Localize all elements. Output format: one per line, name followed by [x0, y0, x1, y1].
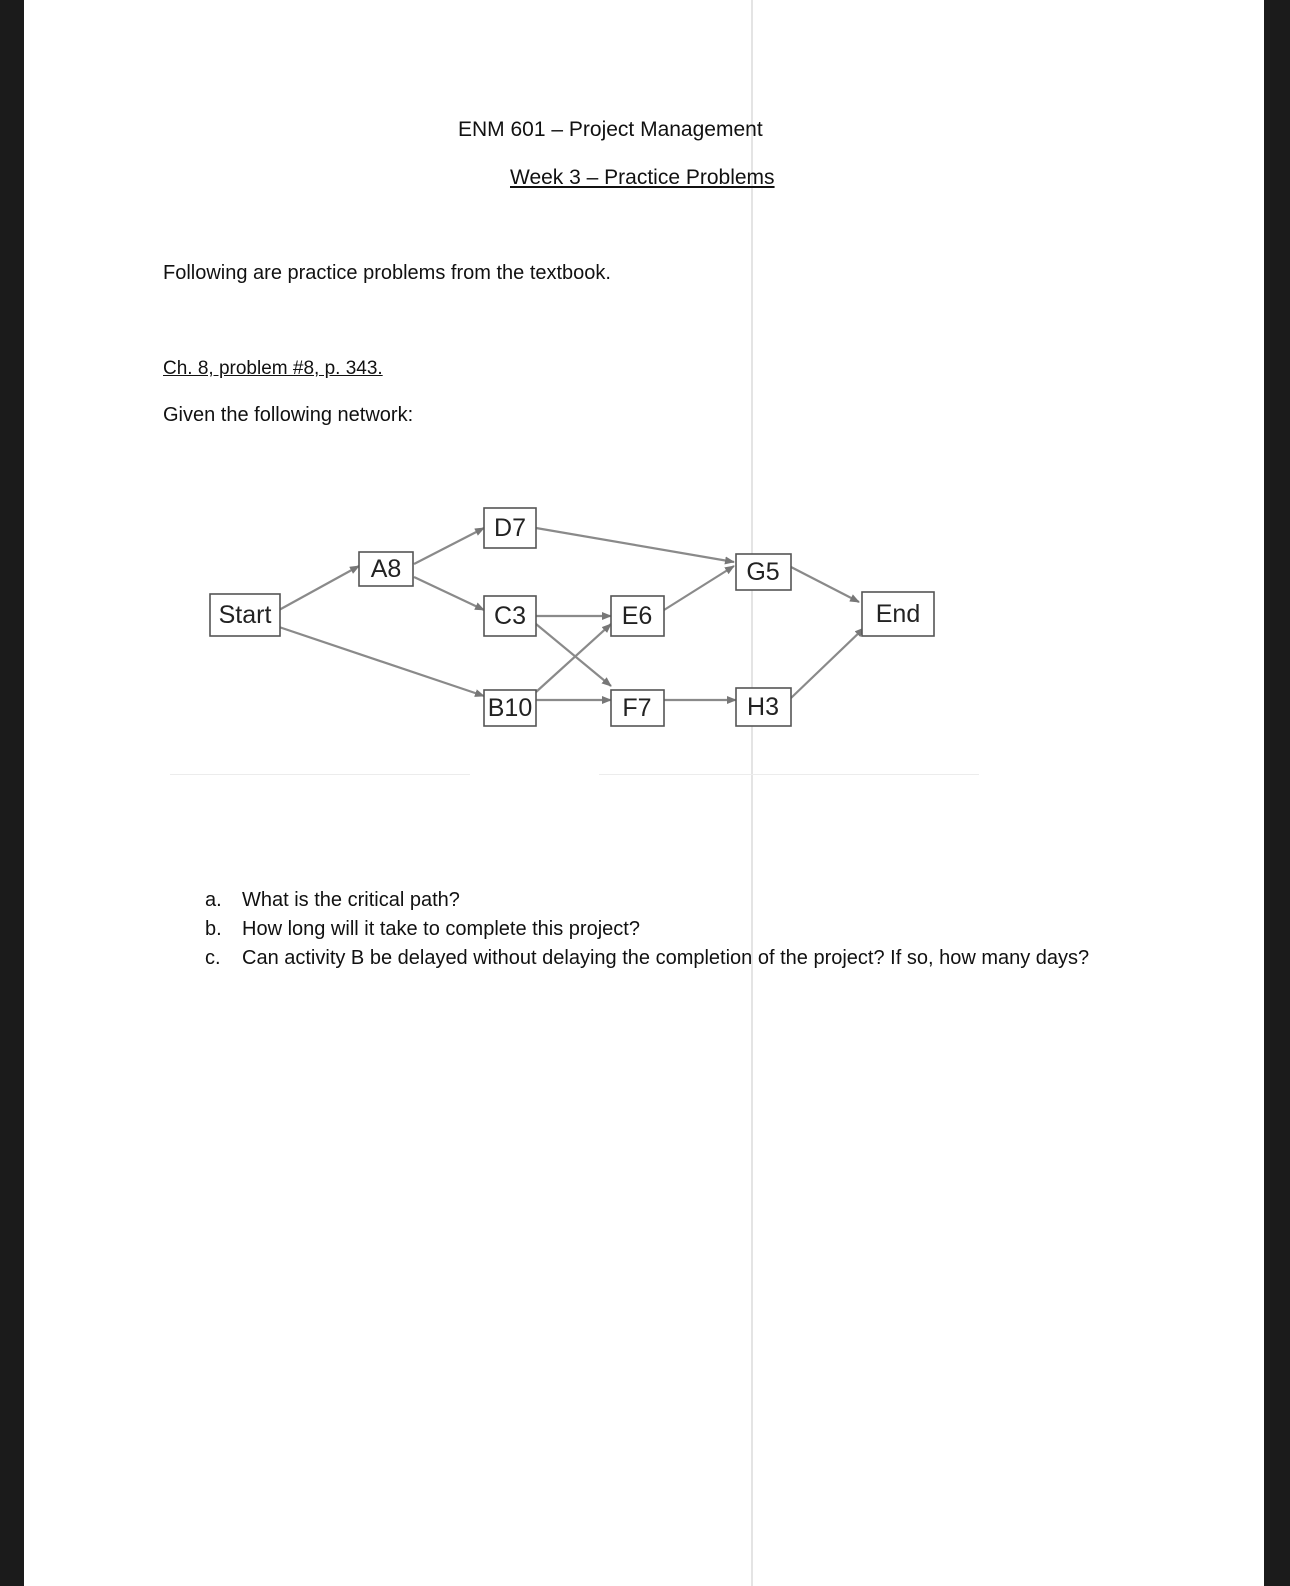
page-title: ENM 601 – Project Management: [458, 118, 763, 141]
node-h-label: H3: [747, 693, 779, 721]
question-text: How long will it take to complete this project?: [242, 918, 640, 940]
edge-e-g: [664, 566, 734, 610]
question-marker: a.: [205, 889, 222, 911]
node-c: [484, 596, 536, 636]
edge-start-b: [279, 627, 484, 696]
question-item: [205, 915, 1089, 944]
edge-a-c: [414, 577, 484, 610]
node-h: [736, 688, 791, 726]
edge-g-end: [791, 567, 859, 602]
network-diagram: [24, 0, 1264, 800]
node-g-label: G5: [746, 558, 780, 586]
node-start-label: Start: [218, 601, 272, 629]
question-marker: b.: [205, 918, 222, 940]
edge-start-a: [279, 566, 359, 610]
intro-text: Following are practice problems from the textbook.: [163, 262, 611, 284]
node-c-label: C3: [494, 602, 526, 630]
problem-prompt: Given the following network:: [163, 404, 414, 426]
node-f: [611, 690, 664, 726]
edge-h-end: [791, 628, 864, 698]
edge-d-g: [536, 528, 734, 562]
node-g: [736, 554, 791, 590]
node-d: [484, 508, 536, 548]
question-text: Can activity B be delayed without delaying the completion of the project? If so, how many days?: [242, 947, 1090, 969]
node-a-label: A8: [370, 555, 402, 583]
question-list: [205, 886, 1089, 973]
node-e-label: E6: [621, 602, 653, 630]
node-b-label: B10: [487, 694, 533, 722]
node-end: [862, 592, 934, 636]
edge-a-d: [414, 528, 484, 564]
question-marker: c.: [205, 947, 221, 969]
problem-reference: Ch. 8, problem #8, p. 343.: [163, 358, 383, 379]
node-b: [484, 690, 536, 726]
question-item: [205, 944, 1089, 973]
node-start: [210, 594, 280, 636]
node-a: [359, 552, 413, 586]
node-f-label: F7: [622, 694, 652, 722]
node-end-label: End: [875, 600, 921, 628]
node-d-label: D7: [494, 514, 526, 542]
question-item: [205, 886, 1089, 915]
document-page: [24, 0, 1264, 1586]
question-text: What is the critical path?: [242, 889, 460, 911]
page-subtitle: Week 3 – Practice Problems: [510, 166, 775, 189]
node-e: [611, 596, 664, 636]
